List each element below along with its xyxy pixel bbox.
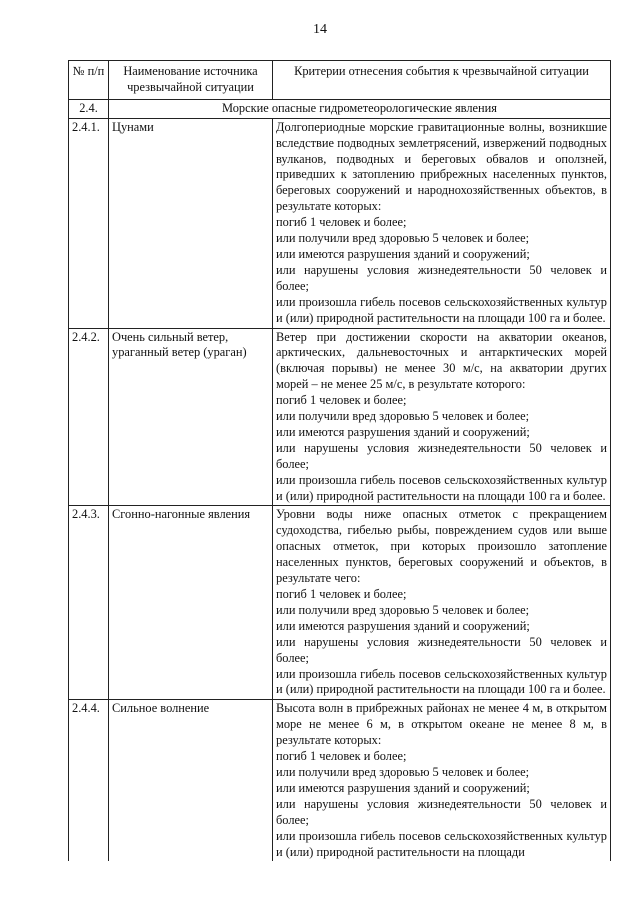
criteria-line: или имеются разрушения зданий и сооружений; <box>276 618 530 633</box>
header-criteria: Критерии отнесения события к чрезвычайной ситуации <box>273 61 611 100</box>
header-source-name: Наименование источника чрезвычайной ситуации <box>109 61 273 100</box>
criteria-line: или нарушены условия жизнедеятельности 50 человек и более; <box>276 262 607 293</box>
table-row <box>69 700 611 862</box>
table-body <box>69 118 611 861</box>
criteria-line: или нарушены условия жизнедеятельности 50 человек и более; <box>276 634 607 665</box>
criteria-line: Долгопериодные морские гравитационные волны, возникшие вследствие подводных землетрясений, извержений подводных вулканов, подводных и береговых обвалов и оползней, приведших к затоплению прибрежных населенных пунктов, береговых сооружений и народнохозяйственных объектов, в результате которых: <box>276 119 607 214</box>
row-number: 2.4.4. <box>69 700 109 862</box>
section-row <box>69 99 611 118</box>
criteria-line: погиб 1 человек и более; <box>276 393 407 408</box>
row-number: 2.4.3. <box>69 506 109 700</box>
header-number: № п/п <box>69 61 109 100</box>
criteria-line: или получили вред здоровью 5 человек и более; <box>276 409 530 424</box>
criteria-line: Высота волн в прибрежных районах не менее 4 м, в открытом море не менее 6 м, в открытом океане не менее 8 м, в результате которых: <box>276 701 607 748</box>
criteria-line: или произошла гибель посевов сельскохозяйственных культур и (или) природной растительности на площади 100 га и более. <box>276 666 607 697</box>
row-number: 2.4.1. <box>69 118 109 328</box>
row-source-name: Сильное волнение <box>109 700 273 862</box>
criteria-line: или произошла гибель посевов сельскохозяйственных культур и (или) природной растительности на площади 100 га и более. <box>276 294 607 325</box>
criteria-line: или получили вред здоровью 5 человек и более; <box>276 764 530 779</box>
criteria-line: или имеются разрушения зданий и сооружений; <box>276 780 530 795</box>
row-source-name: Сгонно-нагонные явления <box>109 506 273 700</box>
section-title: Морские опасные гидрометеорологические явления <box>109 99 611 118</box>
criteria-line: погиб 1 человек и более; <box>276 587 407 601</box>
table-row <box>69 328 611 506</box>
criteria-line: Уровни воды ниже опасных отметок с прекращением судоходства, гибелью рыбы, повреждением судов или выше опасных отметок, при которых произошло затопление населенных пунктов, береговых сооружений и объектов, в результате чего: <box>276 507 607 586</box>
criteria-line: или произошла гибель посевов сельскохозяйственных культур и (или) природной растительности на площади <box>276 828 607 859</box>
criteria-line: погиб 1 человек и более; <box>276 749 407 764</box>
row-criteria <box>273 506 611 700</box>
row-criteria <box>273 118 611 328</box>
emergency-criteria-table <box>68 60 611 861</box>
row-source-name: Очень сильный ветер, ураганный ветер (ураган) <box>109 328 273 506</box>
criteria-line: или нарушены условия жизнедеятельности 50 человек и более; <box>276 440 607 471</box>
criteria-line: или имеются разрушения зданий и сооружений; <box>276 424 530 439</box>
criteria-line: или имеются разрушения зданий и сооружений; <box>276 246 530 261</box>
criteria-line: Ветер при достижении скорости на акватории океанов, арктических, дальневосточных и антарктических морей (включая порывы) не менее 30 м/с, на акватории других морей – не менее 25 м/с, в результате которого: <box>276 329 607 392</box>
table-row <box>69 118 611 328</box>
row-criteria <box>273 328 611 506</box>
criteria-line: или получили вред здоровью 5 человек и более; <box>276 602 530 617</box>
table-header-row <box>69 61 611 100</box>
criteria-line: или нарушены условия жизнедеятельности 50 человек и более; <box>276 796 607 827</box>
row-criteria <box>273 700 611 862</box>
criteria-line: погиб 1 человек и более; <box>276 215 407 230</box>
criteria-line: или произошла гибель посевов сельскохозяйственных культур и (или) природной растительности на площади 100 га и более. <box>276 472 607 503</box>
page-number: 14 <box>313 22 327 37</box>
criteria-line: или получили вред здоровью 5 человек и более; <box>276 231 530 246</box>
table-row <box>69 506 611 700</box>
row-number: 2.4.2. <box>69 328 109 506</box>
row-source-name: Цунами <box>109 118 273 328</box>
section-number: 2.4. <box>69 99 109 118</box>
